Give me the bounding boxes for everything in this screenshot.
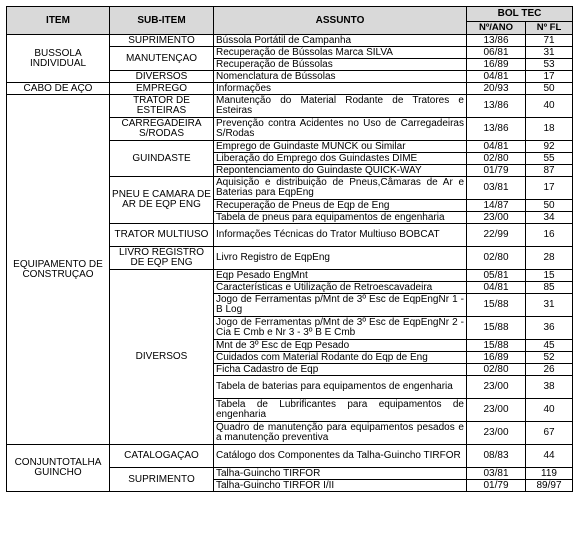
subitem-cell: SUPRIMENTO (110, 468, 214, 492)
bol-ano-cell: 23/00 (467, 376, 526, 399)
bol-fl-cell: 119 (526, 468, 573, 480)
bol-fl-cell: 18 (526, 118, 573, 141)
header-subitem: SUB-ITEM (110, 7, 214, 35)
item-cell: CONJUNTOTALHA GUINCHO (7, 445, 110, 492)
bol-ano-cell: 05/81 (467, 270, 526, 282)
bol-fl-cell: 31 (526, 47, 573, 59)
table-row (7, 95, 573, 118)
assunto-cell: Recuperação de Bússolas (214, 59, 467, 71)
bol-fl-cell: 55 (526, 153, 573, 165)
bol-ano-cell: 23/00 (467, 422, 526, 445)
bol-fl-cell: 52 (526, 352, 573, 364)
bol-fl-cell: 38 (526, 376, 573, 399)
assunto-cell: Recuperação de Bússolas Marca SILVA (214, 47, 467, 59)
assunto-cell: Tabela de Lubrificantes para equipamentos de engenharia (214, 399, 467, 422)
assunto-cell: Jogo de Ferramentas p/Mnt de 3º Esc de EqpEngNr 1 - B Log (214, 294, 467, 317)
bol-ano-cell: 13/86 (467, 95, 526, 118)
bol-ano-cell: 23/00 (467, 212, 526, 224)
assunto-cell: Nomenclatura de Bússolas (214, 71, 467, 83)
bol-fl-cell: 44 (526, 445, 573, 468)
assunto-cell: Talha-Guincho TIRFOR (214, 468, 467, 480)
bol-ano-cell: 03/81 (467, 177, 526, 200)
assunto-cell: Manutenção do Material Rodante de Tratores e Esteiras (214, 95, 467, 118)
subitem-cell: SUPRIMENTO (110, 35, 214, 47)
subitem-cell: LIVRO REGISTRO DE EQP ENG (110, 247, 214, 270)
bol-fl-cell: 16 (526, 224, 573, 247)
assunto-cell: Quadro de manutenção para equipamentos pesados e a manutenção preventiva (214, 422, 467, 445)
bol-ano-cell: 04/81 (467, 282, 526, 294)
bol-fl-cell: 40 (526, 399, 573, 422)
bol-fl-cell: 17 (526, 71, 573, 83)
item-cell: CABO DE AÇO (7, 83, 110, 95)
bol-ano-cell: 01/79 (467, 480, 526, 492)
header-row (7, 7, 573, 22)
bol-tec-index (6, 6, 572, 492)
assunto-cell: Jogo de Ferramentas p/Mnt de 3º Esc de EqpEngNr 2 - Cia E Cmb e Nr 3 - 3º B E Cmb (214, 317, 467, 340)
subitem-cell: CATALOGAÇAO (110, 445, 214, 468)
bol-ano-cell: 16/89 (467, 59, 526, 71)
assunto-cell: Tabela de baterias para equipamentos de engenharia (214, 376, 467, 399)
bol-fl-cell: 26 (526, 364, 573, 376)
bol-fl-cell: 45 (526, 340, 573, 352)
header-assunto: ASSUNTO (214, 7, 467, 35)
assunto-cell: Tabela de pneus para equipamentos de engenharia (214, 212, 467, 224)
item-cell: EQUIPAMENTO DE CONSTRUÇAO (7, 95, 110, 445)
bol-ano-cell: 14/87 (467, 200, 526, 212)
bol-ano-cell: 13/86 (467, 35, 526, 47)
bol-ano-cell: 15/88 (467, 294, 526, 317)
assunto-cell: Eqp Pesado EngMnt (214, 270, 467, 282)
bol-ano-cell: 15/88 (467, 317, 526, 340)
assunto-cell: Bússola Portátil de Campanha (214, 35, 467, 47)
bol-ano-cell: 06/81 (467, 47, 526, 59)
subitem-cell: MANUTENÇAO (110, 47, 214, 71)
bol-ano-cell: 04/81 (467, 141, 526, 153)
bol-fl-cell: 71 (526, 35, 573, 47)
bol-fl-cell: 50 (526, 200, 573, 212)
header-n-fl: Nº FL (526, 22, 573, 35)
subitem-cell: GUINDASTE (110, 141, 214, 177)
bol-fl-cell: 28 (526, 247, 573, 270)
bol-ano-cell: 13/86 (467, 118, 526, 141)
item-cell: BUSSOLA INDIVIDUAL (7, 35, 110, 83)
bol-ano-cell: 04/81 (467, 71, 526, 83)
bol-ano-cell: 22/99 (467, 224, 526, 247)
bol-fl-cell: 87 (526, 165, 573, 177)
bol-fl-cell: 53 (526, 59, 573, 71)
assunto-cell: Cuidados com Material Rodante do Eqp de Eng (214, 352, 467, 364)
assunto-cell: Prevenção contra Acidentes no Uso de Carregadeiras S/Rodas (214, 118, 467, 141)
assunto-cell: Repontenciamento do Guindaste QUICK-WAY (214, 165, 467, 177)
bol-ano-cell: 20/93 (467, 83, 526, 95)
subitem-cell: TRATOR DE ESTEIRAS (110, 95, 214, 118)
bol-ano-cell: 08/83 (467, 445, 526, 468)
assunto-cell: Livro Registro de EqpEng (214, 247, 467, 270)
bol-fl-cell: 89/97 (526, 480, 573, 492)
assunto-cell: Informações Técnicas do Trator Multiuso BOBCAT (214, 224, 467, 247)
subitem-cell: CARREGADEIRA S/RODAS (110, 118, 214, 141)
assunto-cell: Informações (214, 83, 467, 95)
bol-ano-cell: 02/80 (467, 247, 526, 270)
bol-ano-cell: 16/89 (467, 352, 526, 364)
bol-ano-cell: 02/80 (467, 153, 526, 165)
assunto-cell: Emprego de Guindaste MUNCK ou Similar (214, 141, 467, 153)
header-item: ITEM (7, 7, 110, 35)
bol-fl-cell: 36 (526, 317, 573, 340)
bol-fl-cell: 92 (526, 141, 573, 153)
bol-ano-cell: 15/88 (467, 340, 526, 352)
assunto-cell: Características e Utilização de Retroescavadeira (214, 282, 467, 294)
bol-fl-cell: 17 (526, 177, 573, 200)
table-row (7, 445, 573, 468)
header-n-ano: Nº/ANO (467, 22, 526, 35)
assunto-cell: Liberação do Emprego dos Guindastes DIME (214, 153, 467, 165)
subitem-cell: DIVERSOS (110, 270, 214, 445)
table-body (7, 35, 573, 492)
assunto-cell: Aquisição e distribuição de Pneus,Câmaras de Ar e Baterias para EqpEng (214, 177, 467, 200)
assunto-cell: Catálogo dos Componentes da Talha-Guincho TIRFOR (214, 445, 467, 468)
bol-ano-cell: 01/79 (467, 165, 526, 177)
bol-fl-cell: 85 (526, 282, 573, 294)
table-row (7, 83, 573, 95)
subitem-cell: PNEU E CAMARA DE AR DE EQP ENG (110, 177, 214, 224)
bol-fl-cell: 40 (526, 95, 573, 118)
assunto-cell: Mnt de 3º Esc de Eqp Pesado (214, 340, 467, 352)
assunto-cell: Talha-Guincho TIRFOR I/II (214, 480, 467, 492)
bol-ano-cell: 02/80 (467, 364, 526, 376)
bol-fl-cell: 31 (526, 294, 573, 317)
bol-fl-cell: 34 (526, 212, 573, 224)
subitem-cell: TRATOR MULTIUSO (110, 224, 214, 247)
table-row (7, 35, 573, 47)
subitem-cell: EMPREGO (110, 83, 214, 95)
assunto-cell: Recuperação de Pneus de Eqp de Eng (214, 200, 467, 212)
bol-fl-cell: 15 (526, 270, 573, 282)
bol-fl-cell: 50 (526, 83, 573, 95)
subitem-cell: DIVERSOS (110, 71, 214, 83)
bol-fl-cell: 67 (526, 422, 573, 445)
assunto-cell: Ficha Cadastro de Eqp (214, 364, 467, 376)
bol-tec-table (6, 6, 573, 492)
bol-ano-cell: 23/00 (467, 399, 526, 422)
bol-ano-cell: 03/81 (467, 468, 526, 480)
header-bol-tec: BOL TEC (467, 7, 573, 22)
